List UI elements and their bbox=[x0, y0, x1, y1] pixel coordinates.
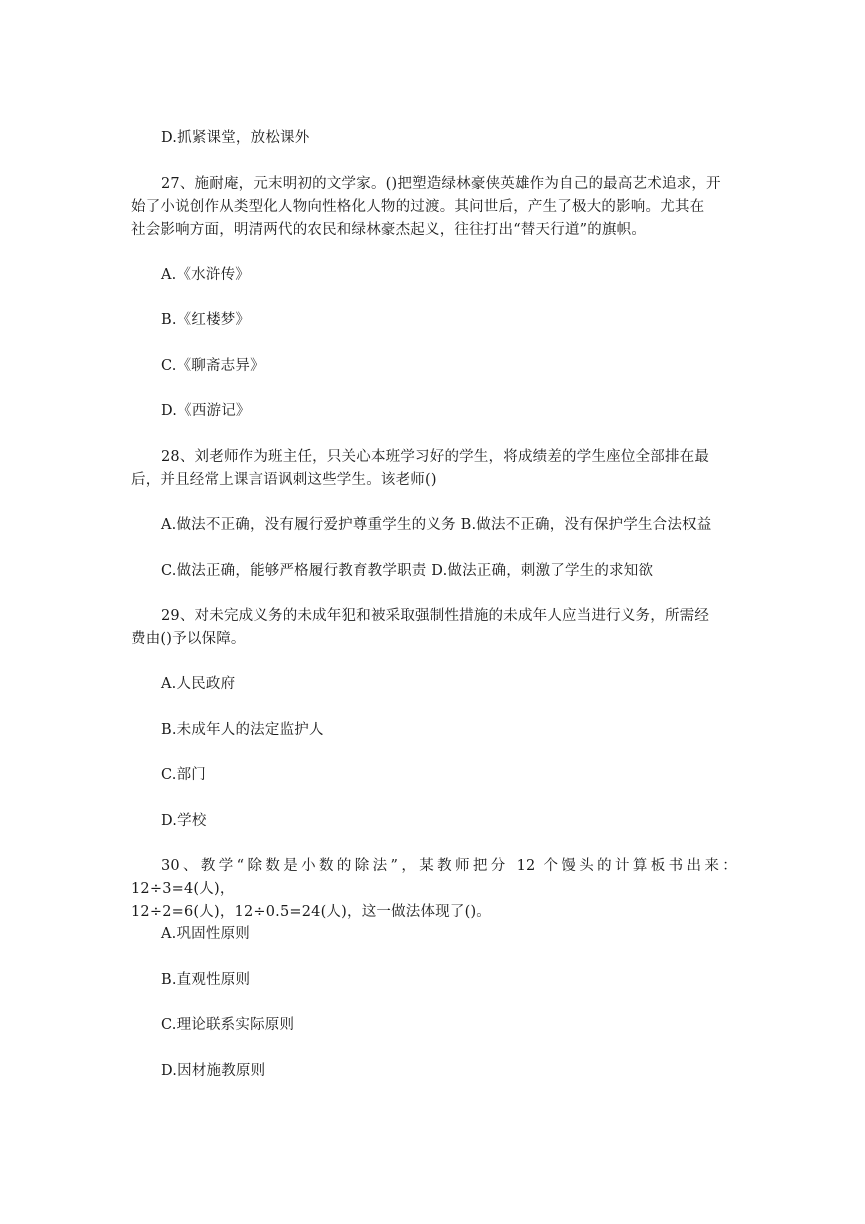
q30-option-d: D.因材施教原则 bbox=[161, 1063, 266, 1079]
q27-option-d: D.《西游记》 bbox=[161, 403, 251, 419]
q29-option-d: D.学校 bbox=[161, 813, 207, 829]
q30-option-b: B.直观性原则 bbox=[161, 972, 251, 988]
q28-options-ab: A.做法不正确，没有履行爱护尊重学生的义务 B.做法不正确，没有保护学生合法权益 bbox=[161, 517, 712, 533]
q29-option-c: C.部门 bbox=[161, 767, 206, 783]
q27-option-b: B.《红楼梦》 bbox=[161, 312, 251, 328]
question-27 bbox=[131, 173, 737, 242]
question-28-line-2: 后，并且经常上课言语讽刺这些学生。该老师() bbox=[131, 472, 437, 488]
question-28 bbox=[131, 446, 737, 492]
question-27-line-3: 社会影响方面，明清两代的农民和绿林豪杰起义，往往打出“替天行道”的旗帜。 bbox=[131, 222, 647, 238]
question-30 bbox=[131, 855, 737, 924]
question-29-line-2: 费由()予以保障。 bbox=[131, 631, 246, 647]
q29-option-b: B.未成年人的法定监护人 bbox=[161, 722, 324, 738]
q27-option-a: A.《水浒传》 bbox=[161, 267, 250, 283]
q29-option-a: A.人民政府 bbox=[161, 676, 236, 692]
question-29-line-1: 29、对未完成义务的未成年犯和被采取强制性措施的未成年人应当进行义务，所需经 bbox=[161, 608, 710, 624]
q28-options-cd: C.做法正确，能够严格履行教育教学职责 D.做法正确，刺激了学生的求知欲 bbox=[161, 563, 654, 579]
q30-option-c: C.理论联系实际原则 bbox=[161, 1017, 295, 1033]
q26-option-d: D.抓紧课堂，放松课外 bbox=[161, 130, 310, 146]
question-27-line-1: 27、施耐庵，元末明初的文学家。()把塑造绿林豪侠英雄作为自己的最高艺术追求，开 bbox=[161, 176, 721, 192]
q30-option-a: A.巩固性原则 bbox=[161, 926, 250, 942]
question-28-line-1: 28、刘老师作为班主任，只关心本班学习好的学生，将成绩差的学生座位全部排在最 bbox=[161, 449, 710, 465]
question-30-line-2: 12÷2=6(人)，12÷0.5=24(人)，这一做法体现了()。 bbox=[131, 904, 492, 920]
q27-option-c: C.《聊斋志异》 bbox=[161, 358, 265, 374]
question-30-line-1: 30、教学“除数是小数的除法”，某教师把分 12 个馒头的计算板书出来：12÷3=4(人)， bbox=[131, 858, 737, 897]
question-27-line-2: 始了小说创作从类型化人物向性格化人物的过渡。其问世后，产生了极大的影响。尤其在 bbox=[131, 199, 705, 215]
question-29 bbox=[131, 605, 737, 651]
